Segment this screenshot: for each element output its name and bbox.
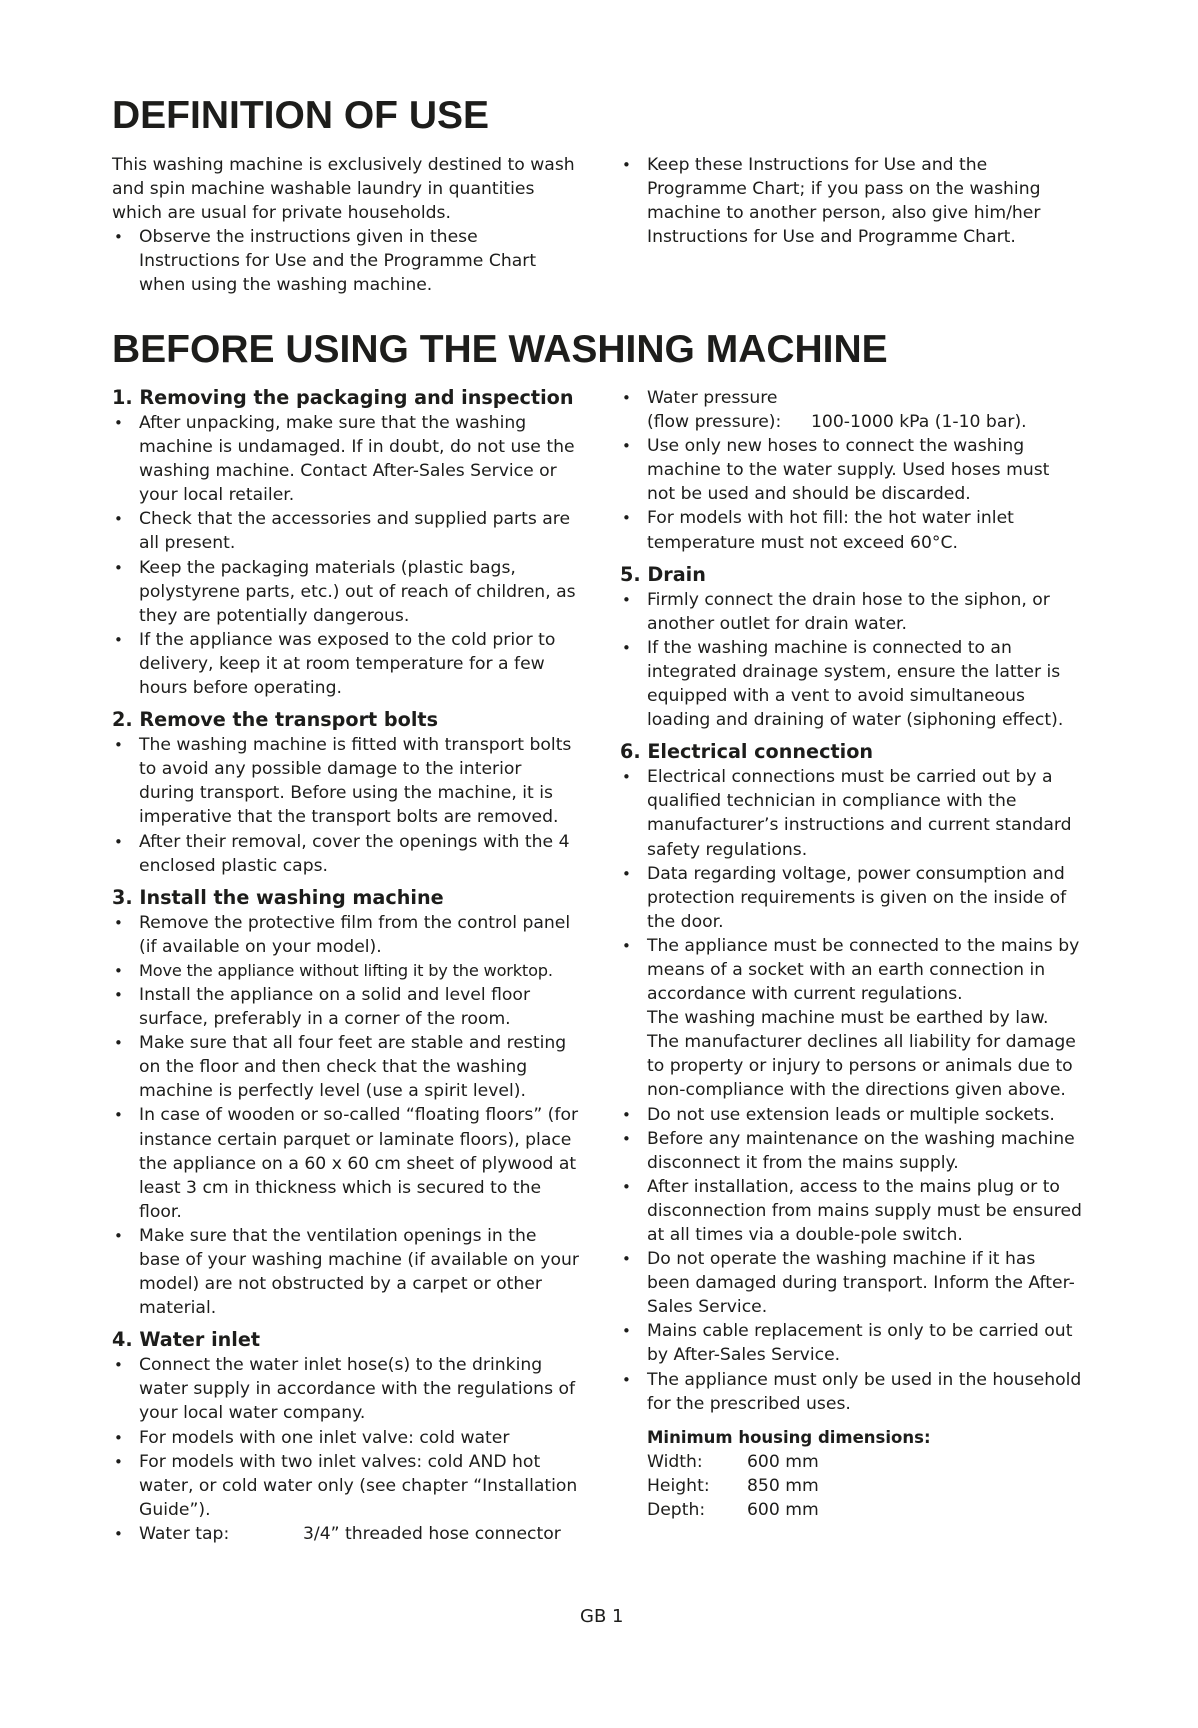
before-right-column (620, 386, 1082, 1522)
dimension-row-width (647, 1450, 1082, 1474)
water-pressure-item (620, 386, 1082, 434)
definition-of-use-heading: DEFINITION OF USE (112, 94, 490, 137)
water-tap-row (112, 1522, 582, 1546)
section-2-title: 2. Remove the transport bolts (112, 708, 438, 732)
list-item: • The washing machine is fitted with transport bolts to avoid any possible damage to the interior during transport. Before using the machine, it is imperative that the transport bolts are removed. (112, 733, 582, 829)
list-item (620, 934, 1082, 1103)
definition-left-list (112, 225, 582, 297)
section-2-list (112, 733, 582, 878)
water-tap-value: 3/4” threaded hose connector (303, 1523, 561, 1544)
section-4-title: 4. Water inlet (112, 1328, 261, 1352)
list-item: • After unpacking, make sure that the washing machine is undamaged. If in doubt, do not use the washing machine. Contact After-Sales Service or your local retailer. (112, 411, 582, 507)
section-3-list (112, 911, 582, 1321)
list-item: • If the appliance was exposed to the cold prior to delivery, keep it at room temperature for a few hours before operating. (112, 628, 582, 700)
dimension-label: Depth: (647, 1500, 706, 1521)
list-item: • Connect the water inlet hose(s) to the drinking water supply in accordance with the regulations of your local water company. (112, 1353, 582, 1425)
list-item: • Remove the protective film from the control panel (if available on your model). (112, 911, 582, 959)
section-4-list (112, 1353, 582, 1546)
section-6-list (620, 765, 1082, 1416)
definition-intro: This washing machine is exclusively destined to wash and spin machine washable laundry in quantities which are usual for private households. (112, 155, 575, 224)
list-item: • Firmly connect the drain hose to the siphon, or another outlet for drain water. (620, 588, 1082, 636)
list-item: • After their removal, cover the openings with the 4 enclosed plastic caps. (112, 830, 582, 878)
list-item: • After installation, access to the mains plug or to disconnection from mains supply must be ensured at all times via a double-pole switch. (620, 1175, 1082, 1247)
list-item: • Install the appliance on a solid and level floor surface, preferably in a corner of the room. (112, 983, 582, 1031)
list-item: • For models with two inlet valves: cold AND hot water, or cold water only (see chapter “Installation Guide”). (112, 1450, 582, 1522)
list-item: • For models with one inlet valve: cold water (112, 1426, 582, 1450)
definition-right-list (620, 153, 1080, 249)
dimension-label: Height: (647, 1475, 710, 1496)
list-item: • The appliance must only be used in the household for the prescribed uses. (620, 1368, 1082, 1416)
list-item: • Do not operate the washing machine if it has been damaged during transport. Inform the After-Sales Service. (620, 1247, 1082, 1319)
dimension-row-height (647, 1474, 1082, 1498)
list-item: • Electrical connections must be carried out by a qualified technician in compliance with the manufacturer’s instructions and current standard safety regulations. (620, 765, 1082, 861)
list-item: • Move the appliance without lifting it by the worktop. (112, 959, 582, 983)
list-item: • Check that the accessories and supplied parts are all present. (112, 507, 582, 555)
list-item: • For models with hot fill: the hot water inlet temperature must not exceed 60°C. (620, 506, 1082, 554)
list-item: • Keep the packaging materials (plastic bags, polystyrene parts, etc.) out of reach of children, as they are potentially dangerous. (112, 556, 582, 628)
dimension-value: 600 mm (747, 1451, 819, 1472)
section-1-title: 1. Removing the packaging and inspection (112, 386, 574, 409)
housing-dimensions (620, 1426, 1082, 1522)
section-1-list (112, 411, 582, 700)
page-number: GB 1 (580, 1606, 624, 1627)
list-item: • Observe the instructions given in these Instructions for Use and the Programme Chart when using the washing machine. (112, 225, 582, 297)
list-item: • If the washing machine is connected to an integrated drainage system, ensure the latter is equipped with a vent to avoid simultaneous loading and draining of water (siphoning effect). (620, 636, 1082, 732)
dimension-value: 850 mm (747, 1475, 819, 1496)
list-item: • Keep these Instructions for Use and the Programme Chart; if you pass on the washing machine to another person, also give him/her Instructions for Use and Programme Chart. (620, 153, 1080, 249)
dimension-row-depth (647, 1498, 1082, 1522)
definition-left-column (112, 153, 582, 298)
water-pressure-list (620, 386, 1082, 555)
water-tap-label: • Water tap: (139, 1523, 230, 1544)
list-item: • Make sure that all four feet are stable and resting on the floor and then check that the washing machine is perfectly level (use a spirit level). (112, 1031, 582, 1103)
flow-pressure-label: (flow pressure): (647, 412, 782, 433)
section-3-title: 3. Install the washing machine (112, 885, 444, 909)
dimension-label: Width: (647, 1451, 703, 1472)
section-6-title: 6. Electrical connection (620, 740, 874, 764)
section-5-list (620, 588, 1082, 733)
definition-right-column (620, 153, 1080, 249)
water-pressure-label: • Water pressure (647, 388, 778, 408)
list-item: • In case of wooden or so-called “floating floors” (for instance certain parquet or laminate floors), place the appliance on a 60 x 60 cm sheet of plywood at least 3 cm in thickness which is secured to the floor. (112, 1103, 582, 1223)
mains-connection-text: • The appliance must be connected to the mains by means of a socket with an earth connection in accordance with current regulations. (647, 935, 1080, 1005)
flow-pressure-value: 100-1000 kPa (1-10 bar). (811, 412, 1027, 433)
list-item: • Make sure that the ventilation openings in the base of your washing machine (if available on your model) are not obstructed by a carpet or other material. (112, 1224, 582, 1320)
before-using-heading: BEFORE USING THE WASHING MACHINE (112, 328, 888, 371)
housing-dimensions-title: Minimum housing dimensions: (647, 1427, 931, 1447)
list-item: • Mains cable replacement is only to be carried out by After-Sales Service. (620, 1319, 1082, 1367)
section-5-title: 5. Drain (620, 562, 706, 586)
before-left-column (112, 385, 582, 1546)
list-item: • Use only new hoses to connect the washing machine to the water supply. Used hoses must not be used and should be discarded. (620, 434, 1082, 506)
dimension-value: 600 mm (747, 1500, 819, 1521)
list-item: • Do not use extension leads or multiple sockets. (620, 1103, 1082, 1127)
list-item: • Data regarding voltage, power consumption and protection requirements is given on the inside of the door. (620, 862, 1082, 934)
earth-note: The washing machine must be earthed by law. The manufacturer declines all liability for damage to property or injury to persons or animals due to non-compliance with the directions given above. (647, 1008, 1076, 1101)
list-item: • Before any maintenance on the washing machine disconnect it from the mains supply. (620, 1127, 1082, 1175)
